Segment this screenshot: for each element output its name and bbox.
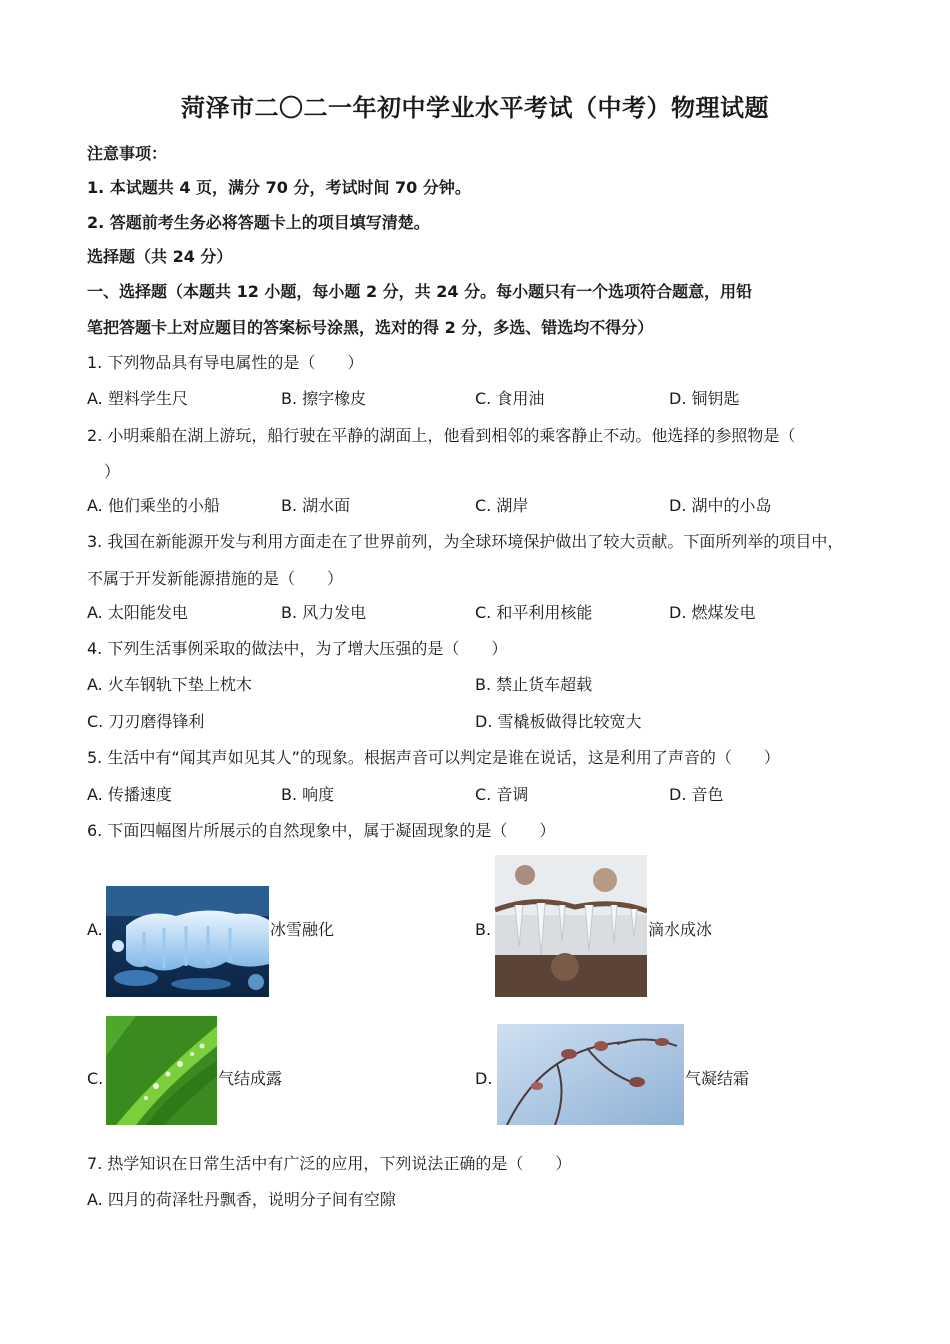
question-4-option-c: C. 刀刃磨得锋利 [87,712,205,731]
question-2-option-a: A. 他们乘坐的小船 [87,496,220,515]
question-2-stem-cont: ） [104,462,121,481]
question-6-option-a-letter: A. [87,920,103,939]
question-3-stem: 3. 我国在新能源开发与利用方面走在了世界前列，为全球环境保护做出了较大贡献。下面所列举的项目中， [87,532,844,551]
question-4-option-d: D. 雪橇板做得比较宽大 [475,712,642,731]
frost-image [497,1024,684,1125]
question-1-option-d: D. 铜钥匙 [669,389,740,408]
question-1-stem: 1. 下列物品具有导电属性的是（ ） [87,353,364,372]
question-6-option-b-caption: 滴水成冰 [648,920,713,939]
question-6-option-d-letter: D. [475,1069,493,1088]
question-3-option-a: A. 太阳能发电 [87,603,188,622]
section-instruction-line-2: 笔把答题卡上对应题目的答案标号涂黑，选对的得 2 分，多选、错选均不得分） [87,318,654,337]
section-heading: 选择题（共 24 分） [87,247,233,266]
question-6-stem: 6. 下面四幅图片所展示的自然现象中，属于凝固现象的是（ ） [87,821,556,840]
question-2-option-b: B. 湖水面 [281,496,351,515]
notes-item-1: 1. 本试题共 4 页，满分 70 分，考试时间 70 分钟。 [87,178,471,197]
section-instruction-line-1: 一、选择题（本题共 12 小题，每小题 2 分，共 24 分。每小题只有一个选项符合题意，用铅 [87,282,753,301]
question-3-option-b: B. 风力发电 [281,603,367,622]
question-7-option-a: A. 四月的荷泽牡丹飘香，说明分子间有空隙 [87,1190,396,1209]
question-4-option-b: B. 禁止货车超载 [475,675,593,694]
question-5-option-b: B. 响度 [281,785,335,804]
question-5-option-d: D. 音色 [669,785,724,804]
question-3-stem-cont: 不属于开发新能源措施的是（ ） [87,569,344,588]
question-6-option-a-caption: 冰雪融化 [270,920,335,939]
question-1-option-c: C. 食用油 [475,389,545,408]
question-6-option-c-caption: 气结成露 [218,1069,283,1088]
question-5-stem: 5. 生活中有“闻其声如见其人”的现象。根据声音可以判定是谁在说话，这是利用了声音的（ ） [87,748,780,767]
question-4-stem: 4. 下列生活事例采取的做法中，为了增大压强的是（ ） [87,639,508,658]
page-title: 菏泽市二〇二一年初中学业水平考试（中考）物理试题 [181,94,769,122]
question-2-option-d: D. 湖中的小岛 [669,496,772,515]
question-3-option-c: C. 和平利用核能 [475,603,593,622]
question-1-option-b: B. 擦字橡皮 [281,389,367,408]
question-7-stem: 7. 热学知识在日常生活中有广泛的应用，下列说法正确的是（ ） [87,1154,572,1173]
melting-ice-image [106,886,269,997]
question-5-option-c: C. 音调 [475,785,529,804]
dew-grass-image [106,1016,217,1125]
question-3-option-d: D. 燃煤发电 [669,603,756,622]
question-4-option-a: A. 火车钢轨下垫上枕木 [87,675,252,694]
question-2-option-c: C. 湖岸 [475,496,529,515]
question-2-stem: 2. 小明乘船在湖上游玩，船行驶在平静的湖面上，他看到相邻的乘客静止不动。他选择的参照物是（ [87,426,796,445]
question-6-option-c-letter: C. [87,1069,104,1088]
question-6-option-d-caption: 气凝结霜 [685,1069,750,1088]
question-6-option-b-letter: B. [475,920,492,939]
question-1-option-a: A. 塑料学生尺 [87,389,188,408]
question-5-option-a: A. 传播速度 [87,785,172,804]
notes-item-2: 2. 答题前考生务必将答题卡上的项目填写清楚。 [87,213,430,232]
icicles-image [495,855,647,997]
notes-heading: 注意事项： [87,144,168,163]
